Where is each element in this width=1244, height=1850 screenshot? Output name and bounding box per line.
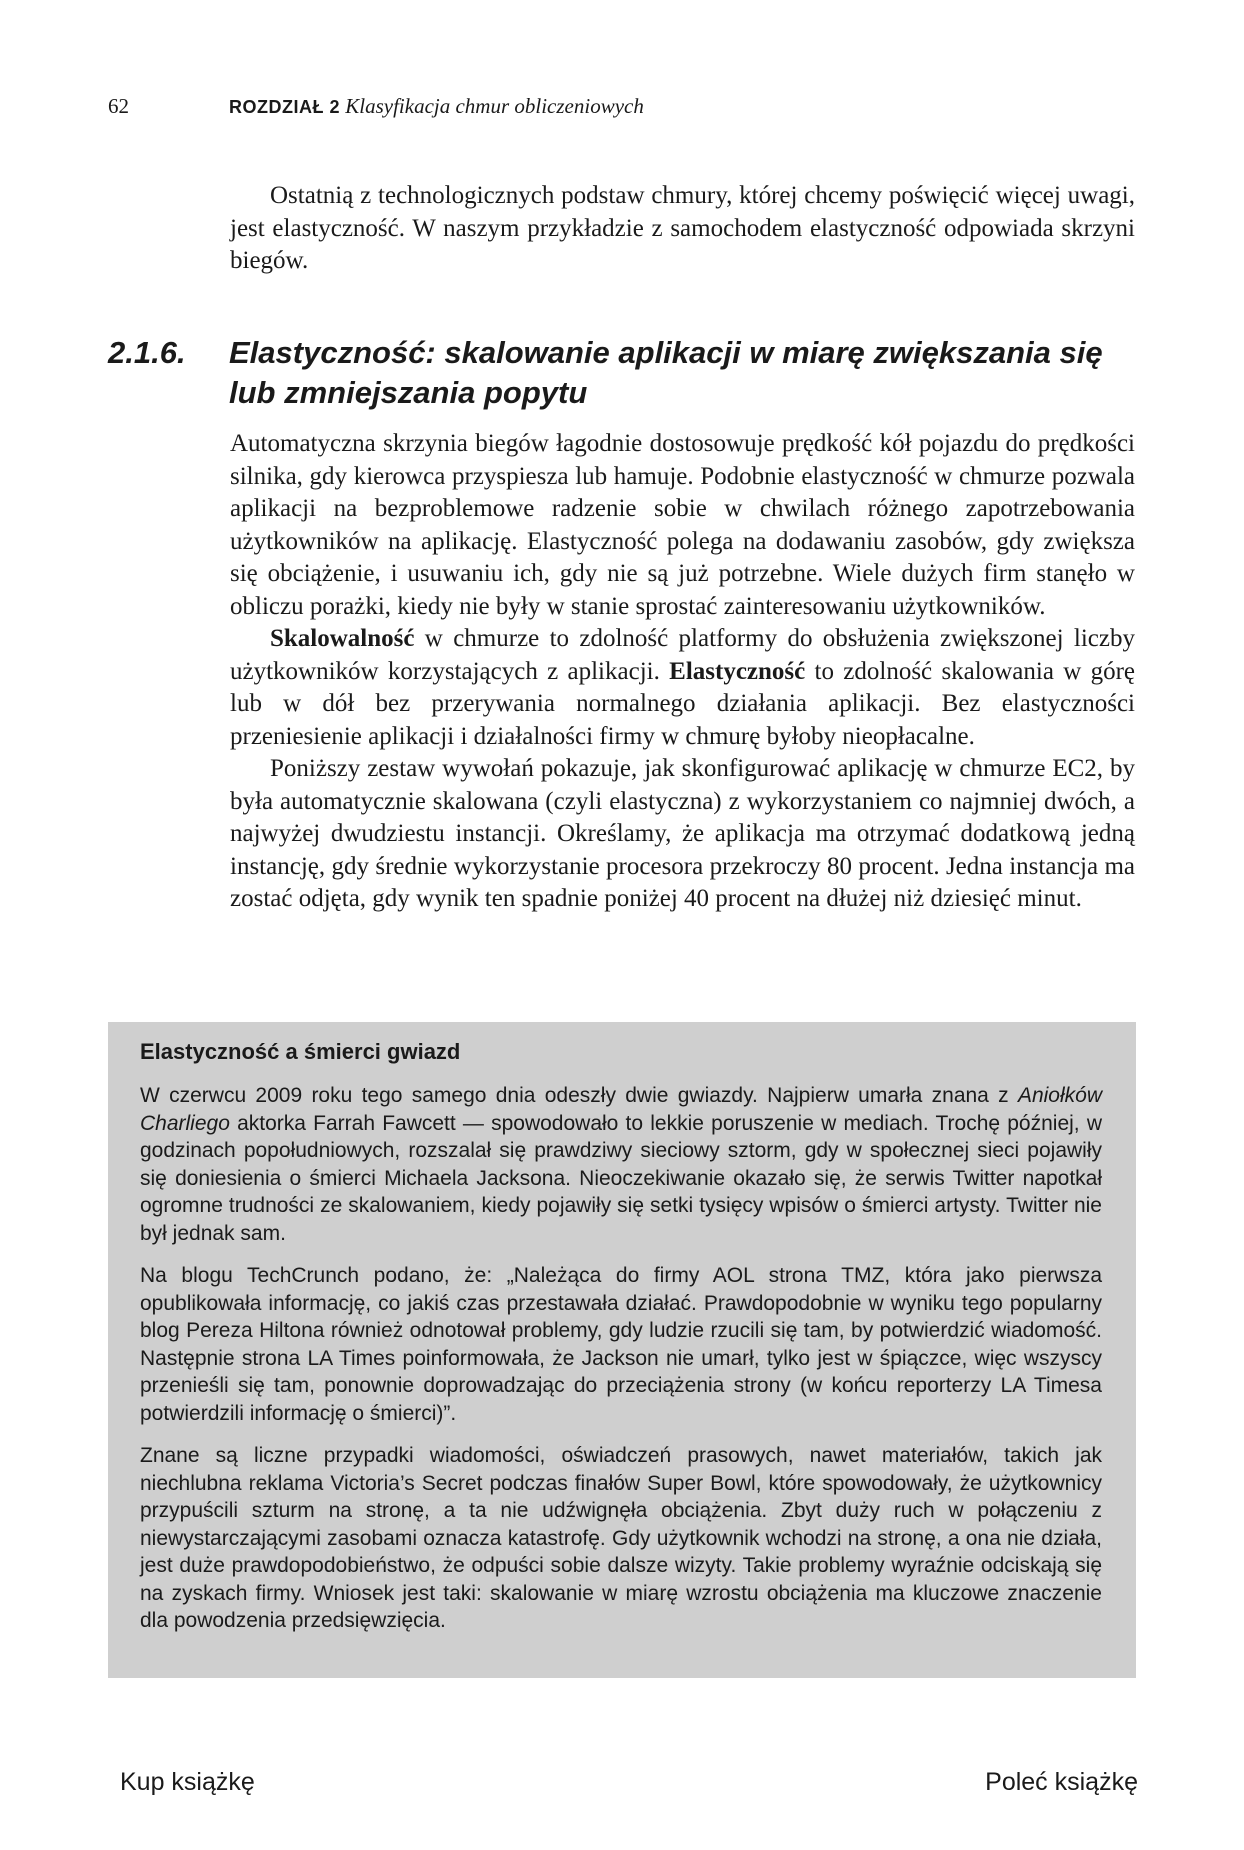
body-paragraph-2	[230, 623, 1135, 753]
chapter-title: Klasyfikacja chmur obliczeniowych	[345, 94, 644, 118]
section-heading	[108, 333, 1138, 413]
chapter-label: ROZDZIAŁ 2	[229, 97, 340, 117]
running-header	[108, 94, 1104, 134]
section-number: 2.1.6.	[108, 335, 186, 370]
sidebar-title: Elastyczność a śmierci gwiazd	[140, 1039, 461, 1064]
buy-book-link[interactable]: Kup książkę	[120, 1768, 255, 1796]
chapter-heading	[229, 94, 644, 119]
main-text	[230, 428, 1135, 916]
intro-block	[230, 180, 1135, 278]
sidebar-box	[108, 1022, 1136, 1678]
sidebar-paragraph-3: Znane są liczne przypadki wiadomości, oświadczeń prasowych, nawet materiałów, takich jak niechlubna reklama Victoria’s Secret podczas finałów Super Bowl, które spowodowały, że użytkownicy przypuścili szturm na stronę, a ta nie udźwignęła obciążenia. Zbyt duży ruch w połączeniu z niewystarczającymi zasobami oznacza katastrofę. Gdy użytkownik wchodzi na stronę, a ona nie działa, jest duże prawdopodobieństwo, że odpuści sobie dalsze wizyty. Takie problemy wyraźnie odciskają się na zyskach firmy. Wniosek jest taki: skalowanie w miarę wzrostu obciążenia ma kluczowe znaczenie dla powodzenia przedsięwzięcia.	[140, 1444, 1102, 1632]
paragraph-2-text-a: w chmurze to zdolność platformy do obsłużenia zwiększonej liczby użytkowników korzystających z aplikacji.	[230, 625, 1135, 685]
sidebar-p1-italic: Aniołków Charliego	[140, 1084, 1102, 1135]
sidebar-paragraph-1	[140, 1082, 1102, 1247]
sidebar-paragraph-2: Na blogu TechCrunch podano, że: „Należąca do firmy AOL strona TMZ, która jako pierwsza opublikowała informację, co jakiś czas przestawała działać. Prawdopodobnie w wyniku tego popularny blog Pereza Hiltona również odnotował problemy, gdy ludzie rzucili się tam, by potwierdzić wiadomość. Następnie strona LA Times poinformowała, że Jackson nie umarł, tylko jest w śpiączce, więc wszyscy przenieśli się tam, ponownie doprowadzając do przeciążenia strony (w końcu reporterzy LA Timesa potwierdzili informację o śmierci)”.	[140, 1264, 1102, 1425]
term-scalability: Skalowalność	[270, 625, 415, 652]
body-paragraph-1: Automatyczna skrzynia biegów łagodnie dostosowuje prędkość kół pojazdu do prędkości silnika, gdy kierowca przyspiesza lub hamuje. Podobnie elastyczność w chmurze pozwala aplikacji na bezproblemowe radzenie sobie w chwilach różnego zapotrzebowania użytkowników na aplikację. Elastyczność polega na dodawaniu zasobów, gdy zwiększa się obciążenie, i usuwaniu ich, gdy nie są już potrzebne. Wiele dużych firm stanęło w obliczu porażki, kiedy nie były w stanie sprostać zainteresowaniu użytkowników.	[230, 430, 1135, 620]
recommend-book-link[interactable]: Poleć książkę	[985, 1768, 1138, 1796]
sidebar-p1-text-a: W czerwcu 2009 roku tego samego dnia odeszły dwie gwiazdy. Najpierw umarła znana z	[140, 1084, 1018, 1107]
body-paragraph-3: Poniższy zestaw wywołań pokazuje, jak skonfigurować aplikację w chmurze EC2, by była automatycznie skalowana (czyli elastyczna) z wykorzystaniem co najmniej dwóch, a najwyżej dwudziestu instancji. Określamy, że aplikacja ma otrzymać dodatkową jedną instancję, gdy średnie wykorzystanie procesora przekroczy 80 procent. Jedna instancja ma zostać odjęta, gdy wynik ten spadnie poniżej 40 procent na dłużej niż dziesięć minut.	[230, 755, 1135, 912]
sidebar-p1-text-b: aktorka Farrah Fawcett — spowodowało to lekkie poruszenie w mediach. Trochę później, w godzinach popołudniowych, rozszalał się prawdziwy sieciowy sztorm, gdy w społecznej sieci pojawiły się doniesienia o śmierci Michaela Jacksona. Nieoczekiwanie okazało się, że serwis Twitter napotkał ogromne trudności ze skalowaniem, kiedy pojawiły się setki tysięcy wpisów o śmierci artysty. Twitter nie był jednak sam.	[140, 1111, 1102, 1245]
intro-paragraph: Ostatnią z technologicznych podstaw chmury, której chcemy poświęcić więcej uwagi, jest elastyczność. W naszym przykładzie z samochodem elastyczność odpowiada skrzyni biegów.	[230, 182, 1135, 274]
term-elasticity: Elastyczność	[669, 657, 806, 685]
page-number: 62	[108, 94, 129, 118]
section-title: Elastyczność: skalowanie aplikacji w miarę zwiększania się lub zmniejszania popytu	[229, 335, 1103, 410]
paragraph-2-text-b: to zdolność skalowania w górę lub w dół bez przerywania normalnego działania aplikacji. Bez elastyczności przeniesienie aplikacji i działalności firmy w chmurę byłoby nieopłacalne.	[230, 657, 1135, 750]
